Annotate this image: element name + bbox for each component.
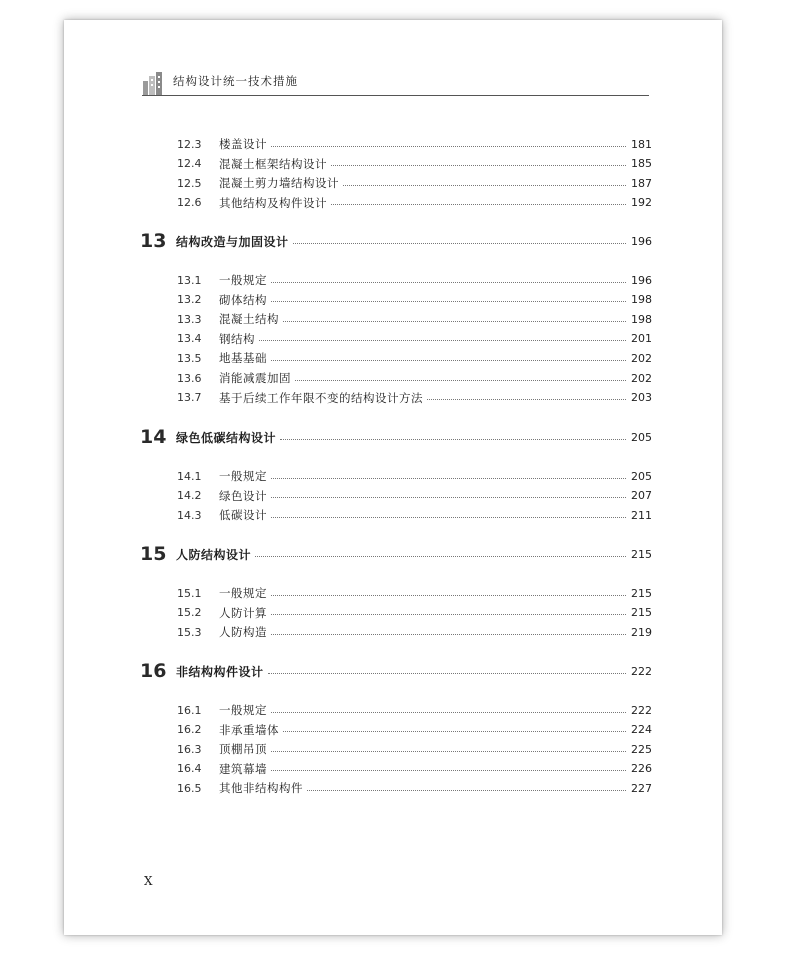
dot-leader bbox=[427, 398, 626, 400]
section-number: 12.4 bbox=[177, 157, 202, 171]
toc-chapter-row[interactable] bbox=[140, 424, 652, 450]
chapter-title: 结构改造与加固设计 bbox=[176, 234, 289, 249]
toc-section-row[interactable] bbox=[177, 194, 652, 212]
page-number: 222 bbox=[631, 703, 652, 717]
toc-section-row[interactable] bbox=[177, 389, 652, 407]
page-number: 205 bbox=[631, 469, 652, 483]
dot-leader bbox=[271, 769, 626, 771]
page-number: 219 bbox=[631, 625, 652, 639]
dot-leader bbox=[271, 359, 626, 361]
section-number: 15.3 bbox=[177, 625, 202, 639]
dot-leader bbox=[271, 516, 626, 518]
page-number: 222 bbox=[631, 664, 652, 678]
section-number: 13.4 bbox=[177, 332, 202, 346]
toc-section-row[interactable] bbox=[177, 174, 652, 192]
page-number: 181 bbox=[631, 137, 652, 151]
section-number: 13.6 bbox=[177, 371, 202, 385]
page-number: 207 bbox=[631, 489, 652, 503]
page-number: 227 bbox=[631, 781, 652, 795]
section-title: 低碳设计 bbox=[219, 508, 267, 523]
toc-chapter-row[interactable] bbox=[140, 228, 652, 254]
toc-section-row[interactable] bbox=[177, 604, 652, 622]
dot-leader bbox=[343, 184, 626, 186]
dot-leader bbox=[331, 203, 626, 205]
toc-section-row[interactable] bbox=[177, 291, 652, 309]
page-number: 225 bbox=[631, 742, 652, 756]
toc-section-row[interactable] bbox=[177, 155, 652, 173]
page-number: 202 bbox=[631, 351, 652, 365]
dot-leader bbox=[307, 789, 626, 791]
page-number: 201 bbox=[631, 332, 652, 346]
section-title: 一般规定 bbox=[219, 586, 267, 600]
section-number: 13.1 bbox=[177, 273, 202, 287]
section-number: 12.5 bbox=[177, 176, 202, 190]
page-number: 205 bbox=[631, 430, 652, 444]
dot-leader bbox=[331, 164, 626, 166]
section-title: 钢结构 bbox=[219, 331, 255, 346]
chapter-number: 15 bbox=[140, 541, 173, 567]
section-number: 14.1 bbox=[177, 469, 202, 483]
page-number: 224 bbox=[631, 723, 652, 737]
chapter-title: 非结构构件设计 bbox=[176, 664, 264, 679]
toc-section-row[interactable] bbox=[177, 369, 652, 387]
section-number: 12.6 bbox=[177, 196, 202, 210]
page-folio: X bbox=[144, 874, 153, 888]
dot-leader bbox=[271, 594, 626, 596]
section-title: 一般规定 bbox=[219, 469, 267, 483]
section-number: 16.4 bbox=[177, 762, 202, 776]
section-number: 13.2 bbox=[177, 293, 202, 307]
section-title: 其他结构及构件设计 bbox=[219, 195, 327, 210]
dot-leader bbox=[259, 339, 626, 341]
section-number: 12.3 bbox=[177, 137, 202, 151]
toc-section-row[interactable] bbox=[177, 310, 652, 328]
dot-leader bbox=[271, 281, 626, 283]
section-title: 非承重墙体 bbox=[219, 722, 279, 737]
toc-section-row[interactable] bbox=[177, 506, 652, 524]
page-number: 196 bbox=[631, 273, 652, 287]
dot-leader bbox=[280, 438, 626, 440]
dot-leader bbox=[271, 300, 626, 302]
dot-leader bbox=[293, 242, 626, 244]
toc-section-row[interactable] bbox=[177, 135, 652, 153]
chapter-title: 人防结构设计 bbox=[176, 547, 252, 562]
section-number: 16.1 bbox=[177, 703, 202, 717]
page-number: 211 bbox=[631, 508, 652, 522]
section-number: 15.1 bbox=[177, 586, 202, 600]
section-number: 13.3 bbox=[177, 312, 202, 326]
dot-leader bbox=[271, 633, 626, 635]
section-title: 人防构造 bbox=[219, 625, 267, 640]
section-title: 消能减震加固 bbox=[219, 371, 291, 385]
toc-chapter-row[interactable] bbox=[140, 541, 652, 567]
page-number: 196 bbox=[631, 234, 652, 248]
toc-section-row[interactable] bbox=[177, 349, 652, 367]
section-number: 16.3 bbox=[177, 742, 202, 756]
chapter-number: 16 bbox=[140, 658, 173, 684]
dot-leader bbox=[283, 730, 626, 732]
toc-section-row[interactable] bbox=[177, 760, 652, 778]
section-title: 顶棚吊顶 bbox=[219, 742, 267, 757]
book-page bbox=[64, 20, 722, 935]
section-number: 13.5 bbox=[177, 351, 202, 365]
section-title: 楼盖设计 bbox=[219, 137, 267, 151]
toc-section-row[interactable] bbox=[177, 779, 652, 797]
dot-leader bbox=[271, 711, 626, 713]
toc-section-row[interactable] bbox=[177, 467, 652, 485]
dot-leader bbox=[271, 145, 626, 147]
toc-section-row[interactable] bbox=[177, 330, 652, 348]
section-title: 混凝土剪力墙结构设计 bbox=[219, 176, 339, 191]
header-title: 结构设计统一技术措施 bbox=[173, 74, 298, 88]
toc-section-row[interactable] bbox=[177, 701, 652, 719]
page-number: 187 bbox=[631, 176, 652, 190]
page-number: 198 bbox=[631, 312, 652, 326]
section-number: 15.2 bbox=[177, 606, 202, 620]
dot-leader bbox=[255, 555, 626, 557]
section-number: 16.5 bbox=[177, 781, 202, 795]
page-number: 215 bbox=[631, 606, 652, 620]
dot-leader bbox=[271, 613, 626, 615]
toc-section-row[interactable] bbox=[177, 584, 652, 602]
page-number: 203 bbox=[631, 391, 652, 405]
toc-section-row[interactable] bbox=[177, 487, 652, 505]
chapter-number: 14 bbox=[140, 424, 173, 450]
toc-section-row[interactable] bbox=[177, 271, 652, 289]
section-number: 14.2 bbox=[177, 489, 202, 503]
section-title: 混凝土结构 bbox=[219, 312, 279, 327]
page-number: 202 bbox=[631, 371, 652, 385]
page-number: 215 bbox=[631, 586, 652, 600]
dot-leader bbox=[271, 496, 626, 498]
section-number: 14.3 bbox=[177, 508, 202, 522]
dot-leader bbox=[271, 477, 626, 479]
chapter-number: 13 bbox=[140, 228, 173, 254]
page-number: 185 bbox=[631, 157, 652, 171]
toc-section-row[interactable] bbox=[177, 623, 652, 641]
section-title: 一般规定 bbox=[219, 273, 267, 287]
section-title: 基于后续工作年限不变的结构设计方法 bbox=[219, 390, 423, 405]
toc-section-row[interactable] bbox=[177, 740, 652, 758]
page-number: 198 bbox=[631, 293, 652, 307]
page-number: 226 bbox=[631, 762, 652, 776]
chapter-title: 绿色低碳结构设计 bbox=[176, 430, 277, 445]
section-title: 其他非结构构件 bbox=[219, 781, 303, 796]
table-of-contents bbox=[64, 20, 722, 935]
page-number: 192 bbox=[631, 196, 652, 210]
dot-leader bbox=[283, 320, 626, 322]
section-title: 地基基础 bbox=[219, 351, 267, 366]
section-title: 建筑幕墙 bbox=[219, 761, 267, 776]
page-number: 215 bbox=[631, 547, 652, 561]
section-number: 16.2 bbox=[177, 723, 202, 737]
section-number: 13.7 bbox=[177, 391, 202, 405]
toc-section-row[interactable] bbox=[177, 721, 652, 739]
toc-chapter-row[interactable] bbox=[140, 658, 652, 684]
section-title: 混凝土框架结构设计 bbox=[219, 156, 327, 171]
section-title: 绿色设计 bbox=[219, 488, 267, 503]
dot-leader bbox=[271, 750, 626, 752]
dot-leader bbox=[295, 379, 626, 381]
dot-leader bbox=[268, 672, 626, 674]
section-title: 人防计算 bbox=[219, 605, 267, 620]
section-title: 砌体结构 bbox=[219, 292, 267, 307]
section-title: 一般规定 bbox=[219, 703, 267, 717]
